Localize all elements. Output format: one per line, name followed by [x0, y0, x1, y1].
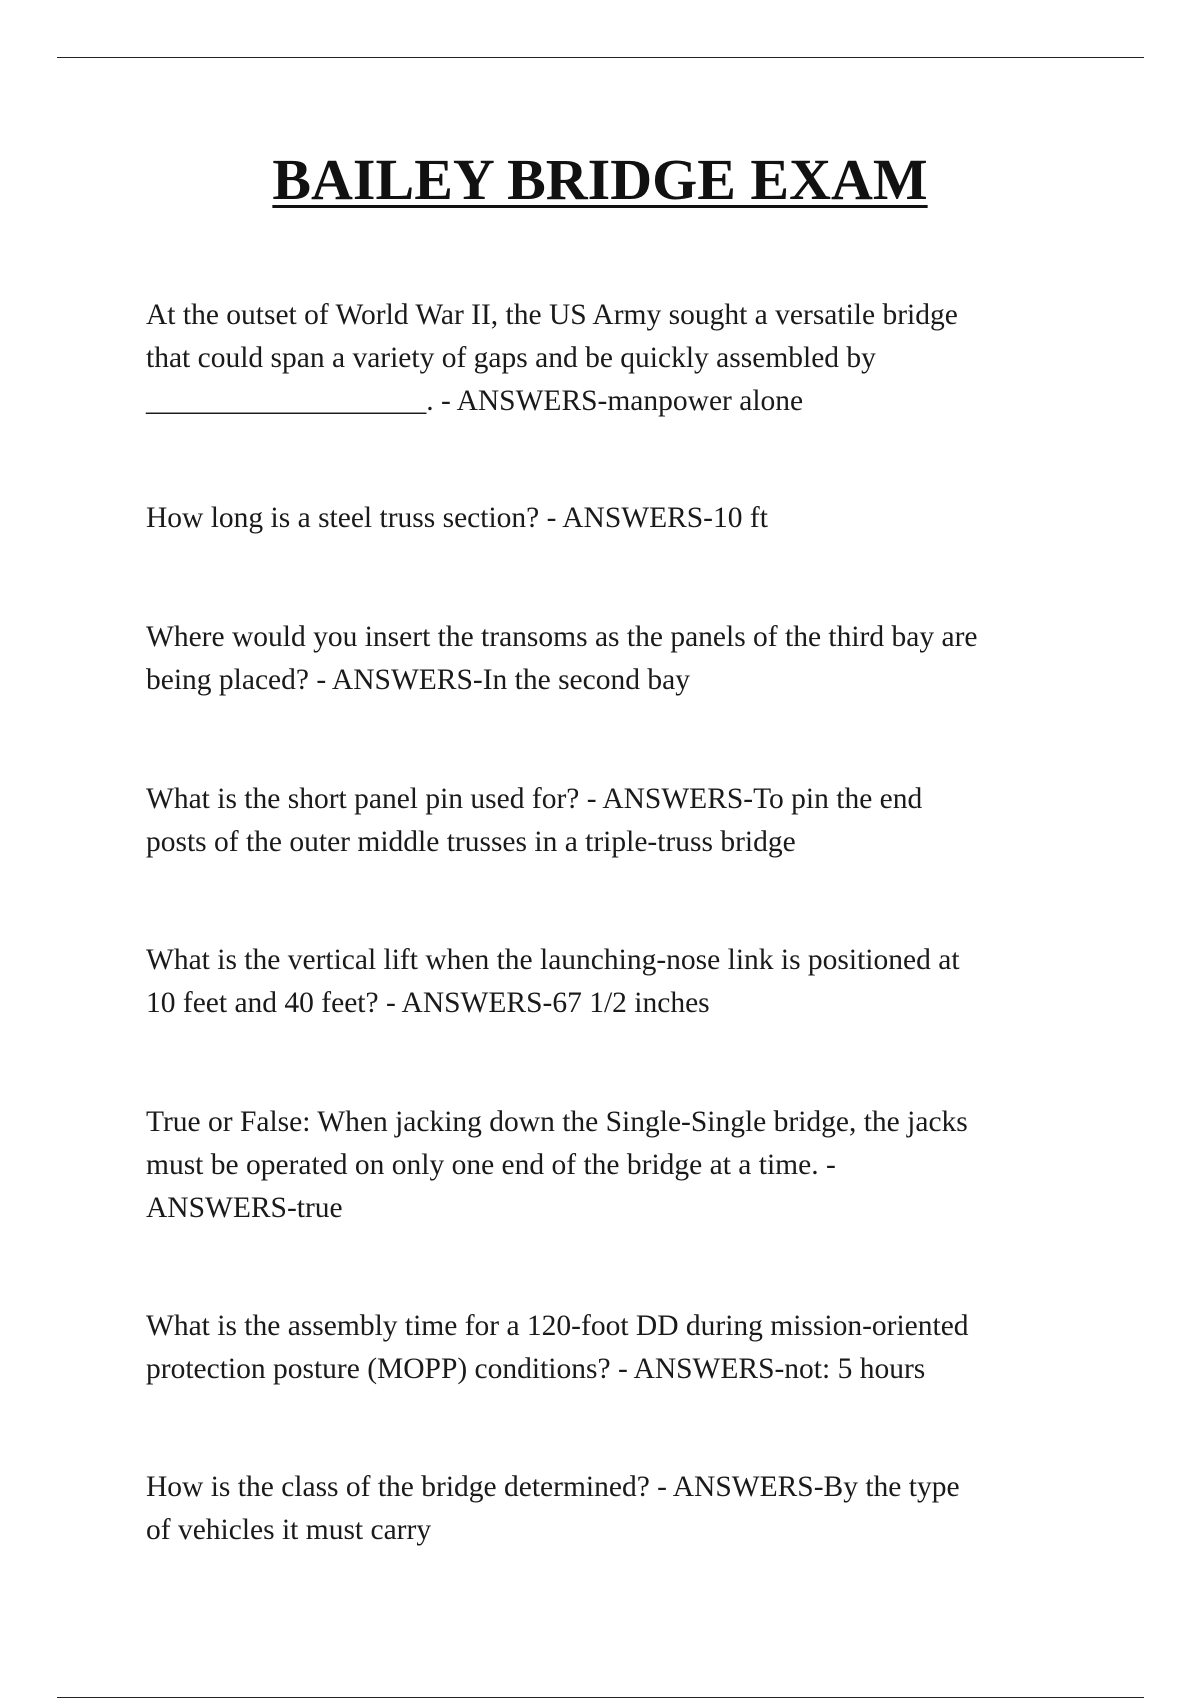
- bottom-rule: [57, 1697, 1144, 1698]
- qa-line: At the outset of World War II, the US Army sought a versatile bridge: [146, 299, 958, 331]
- qa-line: of vehicles it must carry: [146, 1514, 432, 1546]
- qa-line: What is the short panel pin used for? - ANSWERS-To pin the end: [146, 783, 923, 815]
- qa-item: [146, 616, 1076, 702]
- qa-item: [146, 497, 1076, 540]
- qa-line: What is the assembly time for a 120-foot DD during mission-oriented: [146, 1310, 969, 1342]
- qa-line: How long is a steel truss section? - ANSWERS-10 ft: [146, 502, 768, 534]
- qa-line: What is the vertical lift when the launching-nose link is positioned at: [146, 944, 960, 976]
- qa-line: ___________________. - ANSWERS-manpower alone: [146, 385, 804, 417]
- qa-line: How is the class of the bridge determined? - ANSWERS-By the type: [146, 1471, 960, 1503]
- qa-line: ANSWERS-true: [146, 1192, 343, 1224]
- qa-item: [146, 1305, 1076, 1391]
- page-title: [0, 148, 1200, 212]
- top-rule: [57, 57, 1144, 58]
- qa-line: Where would you insert the transoms as the panels of the third bay are: [146, 621, 978, 653]
- qa-line: 10 feet and 40 feet? - ANSWERS-67 1/2 inches: [146, 987, 710, 1019]
- qa-item: [146, 1466, 1076, 1552]
- qa-line: that could span a variety of gaps and be quickly assembled by: [146, 342, 876, 374]
- qa-item: [146, 778, 1076, 864]
- page-title-text: BAILEY BRIDGE EXAM: [272, 147, 928, 212]
- qa-item: [146, 294, 1076, 423]
- qa-line: posts of the outer middle trusses in a triple-truss bridge: [146, 826, 796, 858]
- qa-line: True or False: When jacking down the Single-Single bridge, the jacks: [146, 1106, 968, 1138]
- qa-item: [146, 1101, 1076, 1230]
- qa-item: [146, 939, 1076, 1025]
- qa-line: being placed? - ANSWERS-In the second bay: [146, 664, 690, 696]
- qa-line: must be operated on only one end of the bridge at a time. -: [146, 1149, 836, 1181]
- qa-line: protection posture (MOPP) conditions? - ANSWERS-not: 5 hours: [146, 1353, 926, 1385]
